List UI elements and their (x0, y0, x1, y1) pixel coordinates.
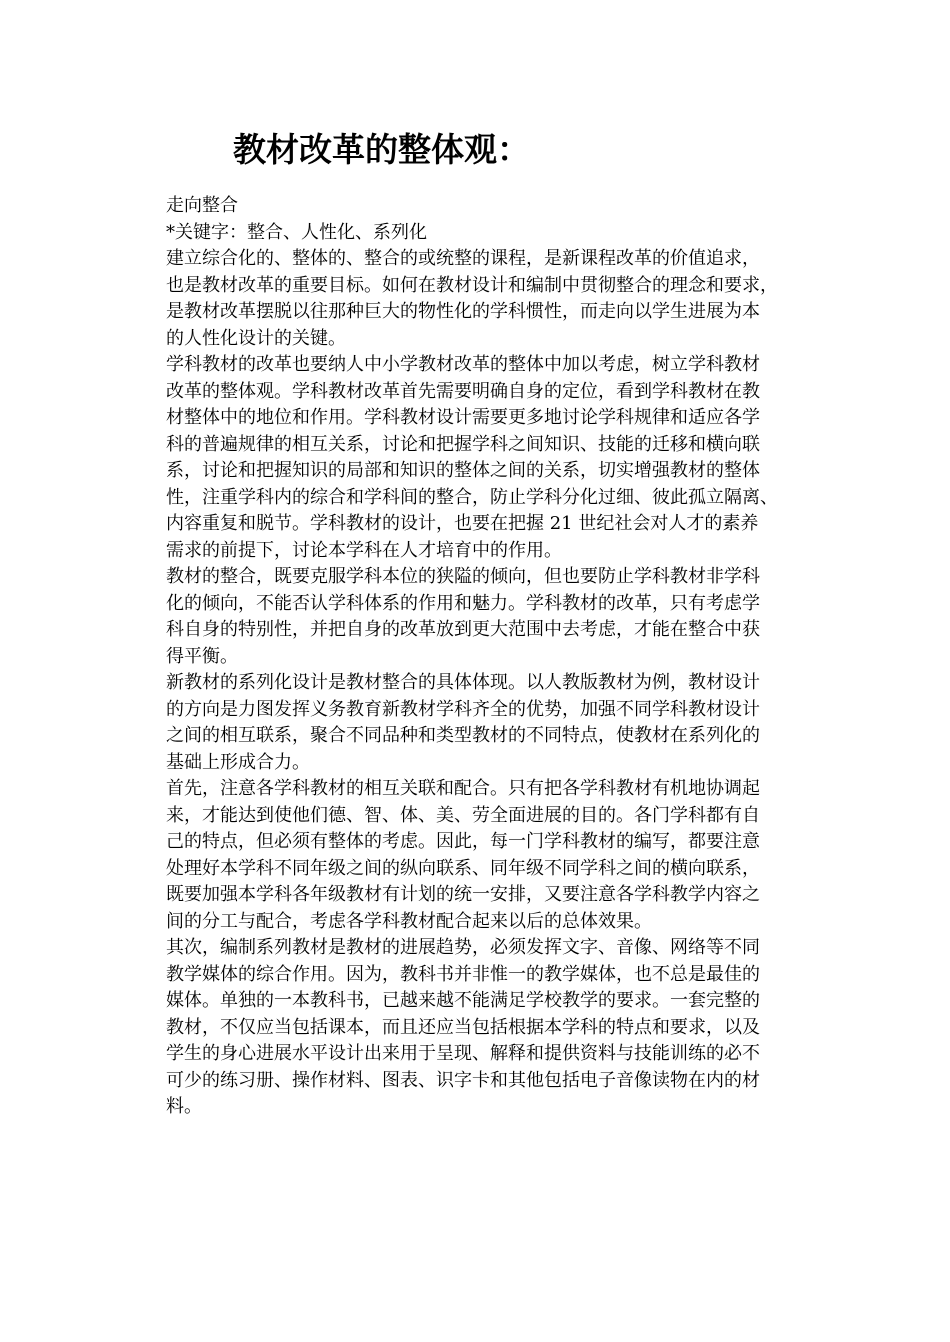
text-line: 内容重复和脱节。学科教材的设计，也要在把握 21 世纪社会对人才的素养 (166, 513, 759, 534)
text-line: 来，才能达到使他们德、智、体、美、劳全面进展的目的。各门学科都有自 (166, 804, 760, 826)
text-line: 料。 (166, 1096, 202, 1117)
text-line: 教材的整合，既要克服学科本位的狭隘的倾向，但也要防止学科教材非学科 (166, 566, 760, 587)
text-line: *关键字：整合、人性化、系列化 (166, 221, 427, 243)
text-line: 建立综合化的、整体的、整合的或统整的课程，是新课程改革的价值追求， (166, 248, 760, 269)
text-line: 科自身的特别性，并把自身的改革放到更大范围中去考虑，才能在整合中获 (166, 619, 760, 640)
text-line: 也是教材改革的重要目标。如何在教材设计和编制中贯彻整合的理念和要求， (166, 274, 778, 296)
text-line: 性，注重学科内的综合和学科间的整合，防止学科分化过细、彼此孤立隔离、 (166, 486, 778, 508)
text-line: 的人性化设计的关键。 (166, 327, 346, 349)
text-line: 学科教材的改革也要纳人中小学教材改革的整体中加以考虑，树立学科教材 (166, 354, 760, 375)
text-line: 新教材的系列化设计是教材整合的具体体现。以人教版教材为例，教材设计 (166, 672, 760, 693)
document-body (166, 193, 786, 1121)
text-line: 基础上形成合力。 (166, 751, 310, 773)
text-line: 学生的身心进展水平设计出来用于呈现、解释和提供资料与技能训练的必不 (166, 1043, 760, 1064)
text-line: 走向整合 (166, 195, 238, 216)
text-line: 科的普遍规律的相互关系，讨论和把握学科之间知识、技能的迁移和横向联 (166, 433, 760, 455)
text-line: 教材，不仅应当包括课本，而且还应当包括根据本学科的特点和要求，以及 (166, 1016, 760, 1038)
text-line: 处理好本学科不同年级之间的纵向联系、同年级不同学科之间的横向联系， (166, 857, 760, 879)
text-line: 得平衡。 (166, 645, 238, 667)
text-line: 首先，注意各学科教材的相互关联和配合。只有把各学科教材有机地协调起 (166, 778, 760, 799)
text-line: 化的倾向，不能否认学科体系的作用和魅力。学科教材的改革，只有考虑学 (166, 592, 760, 614)
text-line: 需求的前提下，讨论本学科在人才培育中的作用。 (166, 539, 562, 561)
text-line: 改革的整体观。学科教材改革首先需要明确自身的定位，看到学科教材在教 (166, 380, 760, 402)
text-line: 既要加强本学科各年级教材有计划的统一安排，又要注意各学科教学内容之 (166, 884, 760, 905)
text-line: 之间的相互联系，聚合不同品种和类型教材的不同特点，使教材在系列化的 (166, 725, 760, 746)
text-line: 媒体。单独的一本教科书，已越来越不能满足学校教学的要求。一套完整的 (166, 990, 760, 1011)
text-line: 系，讨论和把握知识的局部和知识的整体之间的关系，切实增强教材的整体 (166, 460, 760, 481)
text-line: 的方向是力图发挥义务教育新教材学科齐全的优势，加强不同学科教材设计 (166, 698, 760, 720)
text-line: 间的分工与配合，考虑各学科教材配合起来以后的总体效果。 (166, 910, 652, 932)
text-line: 其次，编制系列教材是教材的进展趋势，必须发挥文字、音像、网络等不同 (166, 937, 760, 958)
text-line: 教学媒体的综合作用。因为，教科书并非惟一的教学媒体，也不总是最佳的 (166, 963, 760, 985)
text-line: 己的特点，但必须有整体的考虑。因此，每一门学科教材的编写，都要注意 (166, 831, 760, 852)
text-line: 材整体中的地位和作用。学科教材设计需要更多地讨论学科规律和适应各学 (166, 407, 760, 428)
text-line: 可少的练习册、操作材料、图表、识字卡和其他包括电子音像读物在内的材 (166, 1069, 760, 1091)
text-line: 是教材改革摆脱以往那种巨大的物性化的学科惯性，而走向以学生进展为本 (166, 301, 760, 322)
page-title: 教材改革的整体观： (233, 130, 530, 169)
